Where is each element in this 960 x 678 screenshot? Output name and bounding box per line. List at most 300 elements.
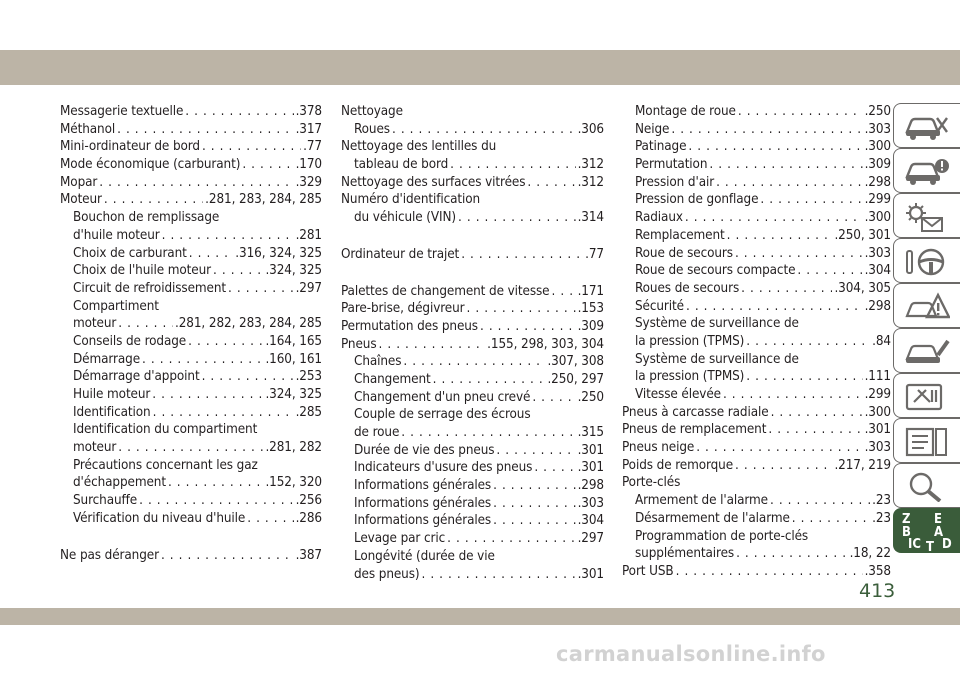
index-entry (622, 191, 891, 209)
tab-multimedia[interactable] (893, 463, 960, 508)
entry-term: Pneus (341, 336, 377, 352)
page-reference[interactable]: .304 (864, 263, 891, 279)
dot-leader (493, 477, 575, 495)
page-reference[interactable]: .253 (295, 369, 322, 385)
index-entry (622, 333, 891, 351)
entry-term: la pression (TPMS) (635, 369, 745, 385)
index-entry (60, 474, 322, 492)
page-reference[interactable]: .164, 165 (265, 333, 322, 349)
dot-leader (735, 457, 832, 475)
index-entry (60, 333, 322, 351)
index-entry (341, 121, 604, 139)
entry-term: Neige (635, 121, 670, 137)
entry-term: la pression (TPMS) (635, 333, 745, 349)
entry-term: Palettes de changement de vitesse (341, 283, 550, 299)
tab-graphical-table-of-contents[interactable] (893, 103, 960, 148)
car-dashboard-icon (904, 112, 950, 140)
dot-leader (760, 191, 862, 209)
index-entry (341, 495, 604, 513)
dot-leader (185, 103, 293, 121)
page-reference[interactable]: .378 (295, 104, 322, 119)
entry-term: Roue de secours (635, 245, 733, 261)
index-heading: Système de surveillance de (635, 351, 799, 367)
index-letters-icon: Z E B A IC D T (902, 512, 952, 555)
tab-getting-to-know-vehicle[interactable] (893, 148, 960, 193)
index-heading: Compartiment (73, 298, 159, 314)
dot-leader (770, 492, 870, 510)
dot-leader (242, 156, 293, 174)
page-reference[interactable]: .281 (295, 227, 322, 243)
index-entry (622, 386, 891, 404)
page-reference[interactable]: .301 (577, 442, 604, 458)
dot-leader (738, 103, 863, 121)
index-entry (341, 283, 604, 301)
index-entry (60, 191, 322, 209)
entry-term: tableau de bord (354, 157, 449, 173)
index-entry (341, 174, 604, 192)
watermark: carmanualsonline.info (556, 642, 826, 666)
page-reference[interactable]: .315 (577, 425, 604, 440)
index-entry (341, 442, 604, 460)
dot-leader (142, 351, 263, 369)
top-decorative-band (0, 50, 960, 85)
entry-term: Vérification du niveau d'huile (73, 510, 246, 526)
entry-term: Radiaux (635, 210, 683, 226)
entry-term: Conseils de rodage (73, 333, 187, 349)
dot-leader (527, 174, 575, 192)
dot-leader (696, 439, 862, 457)
page-reference[interactable]: .314 (577, 210, 604, 226)
warning-car-icon (904, 292, 950, 322)
index-entry (60, 138, 322, 156)
index-entry (341, 424, 604, 442)
index-entry (622, 457, 891, 475)
dot-leader (99, 174, 293, 192)
entry-term: Pare-brise, dégivreur (341, 301, 465, 317)
entry-term: Moteur (60, 192, 102, 208)
index-heading: Programmation de porte-clés (635, 528, 809, 544)
entry-term: Changement d'un pneu crevé (354, 389, 531, 405)
dot-leader (447, 530, 575, 548)
entry-term: Messagerie textuelle (60, 104, 184, 119)
page-reference[interactable]: .18, 22 (849, 546, 891, 562)
index-entry (622, 563, 891, 581)
index-column-1 (60, 103, 322, 564)
page-reference[interactable]: .153 (577, 301, 604, 317)
page-number: 413 (859, 580, 896, 602)
entry-term: Circuit de refroidissement (73, 280, 227, 296)
index-entry (622, 245, 891, 263)
dot-leader (467, 300, 576, 318)
sun-envelope-icon (904, 202, 950, 232)
dot-leader (168, 474, 263, 492)
index-entry (341, 477, 604, 495)
index-entry (622, 421, 891, 439)
page-reference[interactable]: .309 (864, 157, 891, 173)
dot-leader (152, 386, 263, 404)
index-entry (622, 103, 891, 121)
dot-leader (433, 371, 546, 389)
entry-term: Informations générales (354, 478, 492, 494)
index-heading: Identification du compartiment (73, 422, 258, 438)
index-entry (622, 156, 891, 174)
index-entry (341, 566, 604, 584)
index-entry (622, 404, 891, 422)
dot-leader (392, 121, 576, 139)
dot-leader (493, 512, 575, 530)
index-entry (622, 174, 891, 192)
dot-leader (401, 424, 575, 442)
dot-leader (247, 510, 293, 528)
page-reference[interactable]: .84 (872, 333, 891, 349)
steering-icon (904, 247, 950, 277)
page-reference[interactable]: .299 (864, 192, 891, 208)
entry-term: Ne pas déranger (60, 547, 159, 563)
entry-term: Démarrage (73, 351, 141, 367)
entry-term: supplémentaires (635, 546, 735, 562)
entry-term: d'huile moteur (73, 227, 160, 243)
entry-term: Informations générales (354, 495, 492, 511)
entry-term: des pneus) (354, 566, 420, 582)
entry-term: Patinage (635, 139, 687, 155)
dot-leader (768, 421, 862, 439)
page-reference[interactable]: .303 (864, 245, 891, 261)
page-reference[interactable]: .312 (577, 174, 604, 190)
entry-term: Changement (354, 371, 431, 387)
dot-leader (735, 245, 863, 263)
tools-icon (904, 382, 950, 412)
index-entry (341, 300, 604, 318)
dot-leader (213, 262, 263, 280)
index-entry (341, 246, 604, 264)
index-entry (60, 245, 322, 263)
page-reference[interactable]: .304, 305 (834, 280, 891, 296)
dot-leader (552, 283, 576, 301)
entry-term: Armement de l'alarme (635, 493, 768, 509)
car-wrench-icon (904, 337, 950, 367)
index-entry (60, 368, 322, 386)
page-reference[interactable]: .298 (864, 298, 891, 314)
dot-leader (709, 156, 862, 174)
page-reference[interactable]: .303 (864, 440, 891, 456)
index-entry (60, 121, 322, 139)
entry-term: Pneus neige (622, 440, 695, 456)
dot-leader (450, 156, 575, 174)
page-reference[interactable]: .250 (864, 104, 891, 119)
page-reference[interactable]: .300 (864, 139, 891, 155)
index-entry (60, 315, 322, 333)
index-heading: Bouchon de remplissage (73, 210, 220, 226)
dot-leader (228, 280, 294, 298)
entry-term: Pneus de remplacement (622, 422, 767, 438)
index-column-2 (341, 103, 604, 583)
bottom-decorative-band (0, 608, 960, 625)
page-reference[interactable]: .297 (577, 531, 604, 547)
entry-term: Pression de gonflage (635, 192, 759, 208)
dot-leader (686, 298, 863, 316)
entry-term: Identification (73, 404, 151, 420)
page-reference[interactable]: .304 (577, 513, 604, 529)
index-gap (341, 264, 604, 283)
index-entry (622, 298, 891, 316)
index-entry (60, 439, 322, 457)
index-gap (341, 227, 604, 246)
entry-term: Méthanol (60, 121, 116, 137)
index-entry (60, 386, 322, 404)
page-reference[interactable]: .324, 325 (265, 387, 322, 402)
page-reference[interactable]: .301 (577, 566, 604, 582)
dot-leader (162, 227, 294, 245)
dot-leader (202, 368, 294, 386)
page-reference[interactable]: .23 (872, 510, 891, 526)
entry-term: Roue de secours compacte (635, 263, 796, 279)
page-reference[interactable]: .317 (295, 121, 322, 137)
dot-leader (493, 495, 575, 513)
index-column-3 (622, 103, 891, 581)
entry-term: Pression d'air (635, 174, 715, 190)
entry-term: du véhicule (VIN) (354, 210, 456, 226)
dot-leader (189, 245, 234, 263)
page-reference[interactable]: .170 (295, 157, 322, 173)
page-reference[interactable]: .155, 298, 303, 304 (487, 336, 604, 352)
index-heading: Numéro d'identification (341, 192, 481, 208)
index-heading: Longévité (durée de vie (354, 548, 495, 564)
entry-term: Montage de roue (635, 104, 736, 119)
page-reference[interactable]: .309 (577, 318, 604, 334)
entry-term: Ordinateur de trajet (341, 246, 460, 262)
page-reference[interactable]: .297 (295, 280, 322, 296)
entry-term: Sécurité (635, 298, 684, 314)
index-entry (341, 371, 604, 389)
index-heading: Système de surveillance de (635, 316, 799, 332)
index-entry (341, 209, 604, 227)
page-reference[interactable]: .324, 325 (265, 263, 322, 279)
entry-term: Désarmement de l'alarme (635, 510, 790, 526)
page-reference[interactable]: .281, 282, 283, 284, 285 (175, 316, 322, 332)
dot-leader (458, 209, 576, 227)
index-entry (622, 439, 891, 457)
page-reference[interactable]: .23 (872, 493, 891, 509)
entry-term: Chaînes (354, 354, 402, 370)
page-reference[interactable]: .298 (864, 174, 891, 190)
car-info-icon (904, 157, 950, 185)
entry-term: Roues de secours (635, 280, 740, 296)
tab-starting-operating[interactable] (893, 283, 960, 328)
index-entry (60, 492, 322, 510)
page-reference[interactable]: .281, 282 (265, 440, 322, 456)
page-reference[interactable]: .312 (577, 157, 604, 173)
dot-leader (188, 333, 263, 351)
dot-leader (792, 510, 870, 528)
page-reference[interactable]: .285 (295, 404, 322, 420)
entry-term: de roue (354, 425, 400, 440)
dot-leader (202, 138, 301, 156)
page-reference[interactable]: .303 (577, 495, 604, 511)
page-reference[interactable]: .301 (864, 422, 891, 438)
page-reference[interactable]: .281, 283, 284, 285 (205, 192, 322, 208)
index-heading: Porte-clés (622, 475, 681, 491)
entry-term: Démarrage d'appoint (73, 369, 200, 385)
index-entry (622, 545, 891, 563)
dot-leader (727, 227, 833, 245)
page-reference[interactable]: .301 (577, 460, 604, 476)
page-reference[interactable]: .217, 219 (834, 457, 891, 473)
dot-leader (685, 209, 863, 227)
dot-leader (736, 545, 848, 563)
index-entry (60, 262, 322, 280)
index-gap (60, 528, 322, 547)
entry-term: Durée de vie des pneus (354, 442, 495, 458)
index-entry (60, 351, 322, 369)
dot-leader (461, 246, 583, 264)
dot-leader (118, 439, 263, 457)
index-entry (341, 459, 604, 477)
index-entry (622, 227, 891, 245)
index-entry (622, 209, 891, 227)
index-entry (622, 262, 891, 280)
entry-term: Permutation (635, 157, 708, 173)
page-reference[interactable]: .358 (864, 563, 891, 579)
index-entry (341, 336, 604, 354)
entry-term: Choix de carburant (73, 245, 187, 261)
tab-index[interactable] (893, 508, 960, 553)
entry-term: Levage par cric (354, 531, 446, 547)
page-reference[interactable]: .307, 308 (547, 354, 604, 370)
tab-technical-specifications[interactable] (893, 418, 960, 463)
entry-term: d'échappement (73, 475, 166, 491)
dot-leader (771, 404, 863, 422)
page-reference[interactable]: .300 (864, 404, 891, 420)
index-entry (622, 510, 891, 528)
page-reference[interactable]: .250, 297 (547, 371, 604, 387)
page-reference[interactable]: .286 (295, 510, 322, 526)
page-reference[interactable]: .256 (295, 493, 322, 509)
page-reference[interactable]: .387 (295, 547, 322, 563)
tab-instrument-panel[interactable] (893, 193, 960, 238)
index-entry (341, 512, 604, 530)
index-entry (341, 530, 604, 548)
index-entry (341, 353, 604, 371)
dot-leader (104, 191, 203, 209)
checklist-icon (904, 427, 950, 457)
dot-leader (161, 547, 294, 565)
dot-leader (532, 389, 575, 407)
index-entry (622, 280, 891, 298)
page-reference[interactable]: .299 (864, 387, 891, 402)
dot-leader (676, 563, 863, 581)
dot-leader (480, 318, 576, 336)
section-tabs (893, 103, 960, 553)
page-reference[interactable]: .298 (577, 478, 604, 494)
page-reference[interactable]: .171 (577, 283, 604, 299)
dot-leader (671, 121, 862, 139)
index-entry (622, 138, 891, 156)
entry-term: Poids de remorque (622, 457, 734, 473)
dot-leader (117, 121, 293, 139)
dot-leader (496, 442, 575, 460)
index-heading: Couple de serrage des écrous (354, 407, 531, 423)
index-entry (622, 492, 891, 510)
page-reference[interactable]: .152, 320 (265, 475, 322, 491)
dot-leader (421, 566, 575, 584)
page-reference[interactable]: .77 (303, 139, 322, 155)
index-entry (60, 156, 322, 174)
dot-leader (139, 492, 293, 510)
tab-safety[interactable] (893, 238, 960, 283)
dot-leader (797, 262, 862, 280)
index-entry (60, 174, 322, 192)
page-reference[interactable]: .306 (577, 121, 604, 137)
entry-term: Vitesse élevée (635, 387, 721, 402)
index-entry (60, 103, 322, 121)
entry-term: moteur (73, 316, 117, 332)
dot-leader (741, 280, 832, 298)
entry-term: Mini-ordinateur de bord (60, 139, 200, 155)
index-entry (622, 368, 891, 386)
dot-leader (723, 386, 863, 404)
index-heading: Nettoyage des lentilles du (341, 139, 497, 155)
page-reference[interactable]: .250, 301 (834, 227, 891, 243)
page-reference[interactable]: .303 (864, 121, 891, 137)
page-reference[interactable]: .329 (295, 174, 322, 190)
index-magnifier-icon (904, 472, 950, 502)
entry-term: Port USB (622, 563, 674, 579)
entry-term: Nettoyage des surfaces vitrées (341, 174, 526, 190)
tab-in-case-of-emergency[interactable] (893, 328, 960, 373)
entry-term: Choix de l'huile moteur (73, 263, 212, 279)
entry-term: Mode économique (carburant) (60, 157, 241, 173)
tab-servicing-maintenance[interactable] (893, 373, 960, 418)
entry-term: Permutation des pneus (341, 318, 478, 334)
dot-leader (403, 353, 545, 371)
entry-term: Pneus à carcasse radiale (622, 404, 769, 420)
entry-term: Surchauffe (73, 493, 138, 509)
index-heading: Nettoyage (341, 104, 403, 119)
page-reference[interactable]: .77 (585, 246, 604, 262)
entry-term: Mopar (60, 174, 98, 190)
entry-term: Huile moteur (73, 387, 151, 402)
dot-leader (118, 315, 173, 333)
page-reference[interactable]: .160, 161 (265, 351, 322, 367)
index-entry (60, 547, 322, 565)
index-entry (60, 227, 322, 245)
dot-leader (153, 404, 294, 422)
page-reference[interactable]: .250 (577, 389, 604, 405)
index-entry (341, 389, 604, 407)
index-entry (341, 156, 604, 174)
entry-term: Remplacement (635, 227, 725, 243)
index-entry (60, 280, 322, 298)
dot-leader (746, 333, 870, 351)
dot-leader (746, 368, 862, 386)
page-reference[interactable]: .300 (864, 210, 891, 226)
index-entry (341, 318, 604, 336)
index-entry (60, 510, 322, 528)
page-reference[interactable]: .316, 324, 325 (235, 245, 322, 261)
entry-term: moteur (73, 440, 117, 456)
entry-term: Informations générales (354, 513, 492, 529)
index-heading: Précautions concernant les gaz (73, 457, 258, 473)
entry-term: Roues (354, 121, 390, 137)
entry-term: Indicateurs d'usure des pneus (354, 460, 533, 476)
index-entry (60, 404, 322, 422)
index-entry (622, 121, 891, 139)
dot-leader (716, 174, 863, 192)
dot-leader (534, 459, 575, 477)
dot-leader (688, 138, 862, 156)
dot-leader (379, 336, 486, 354)
page-reference[interactable]: .111 (864, 369, 891, 385)
